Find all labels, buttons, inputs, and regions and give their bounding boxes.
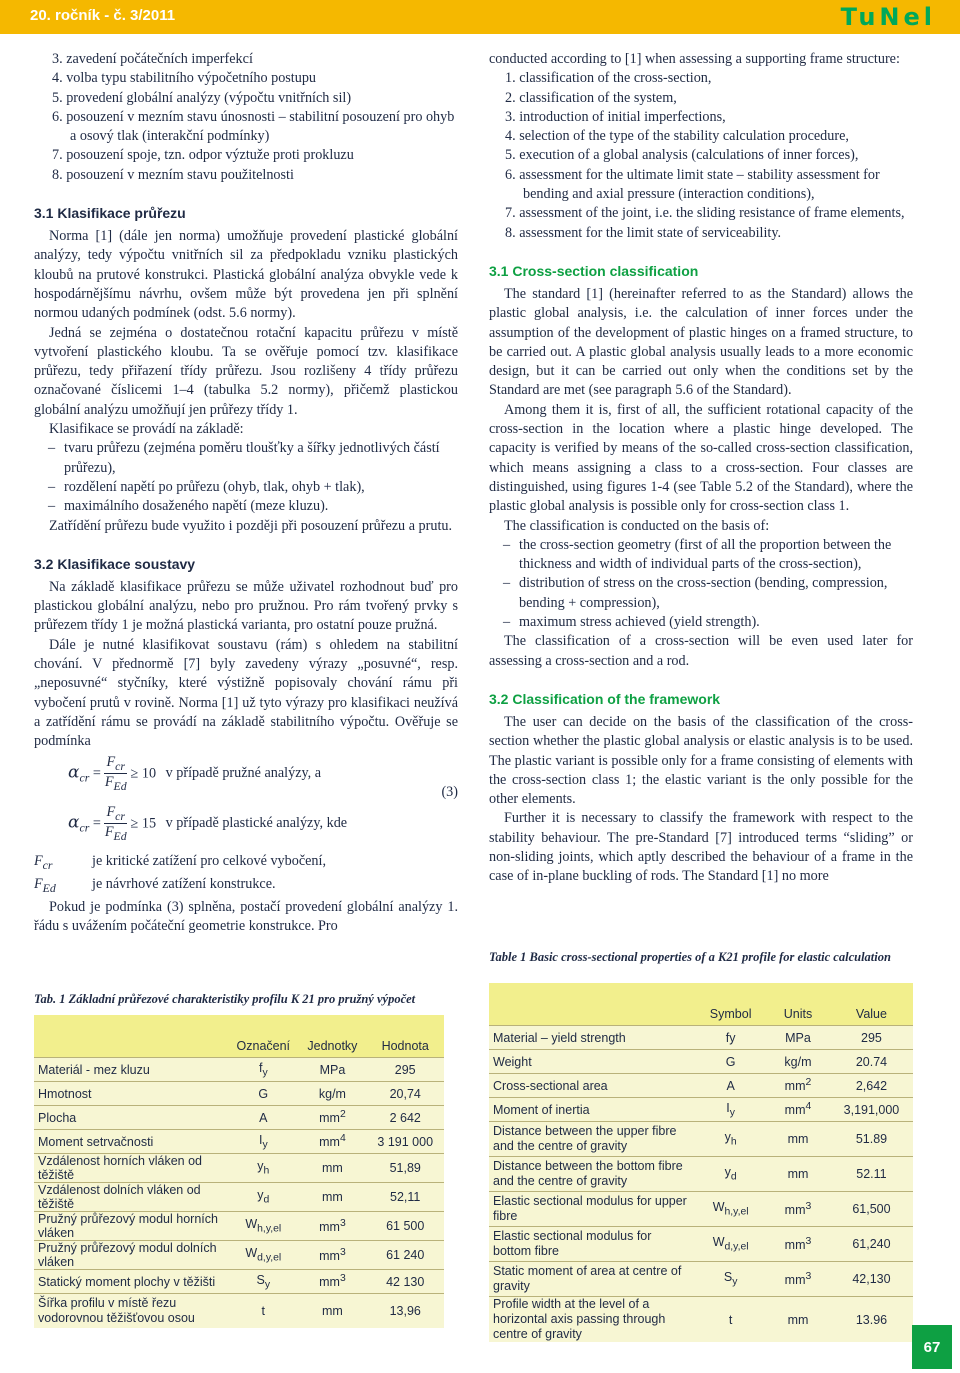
cell-symbol: $S_y$: [695, 1262, 766, 1297]
cell-symbol: $W_{h,y,el}$: [228, 1212, 298, 1241]
page-header-bar: [0, 0, 960, 34]
cell-symbol: $f_y$: [228, 1058, 298, 1082]
cell-unit: $mm^3$: [766, 1227, 830, 1262]
list-item: – maximálního dosaženého napětí (meze kluzu).: [34, 497, 458, 516]
cell-unit: $mm^3$: [298, 1241, 366, 1270]
cell-unit: mm: [766, 1157, 830, 1192]
column-header: Symbol: [695, 983, 766, 1026]
definition-row: $F_{Ed}$ je návrhové zatížení konstrukce.: [34, 875, 276, 895]
list-item: 4. volba typu stabilitního výpočetního postupu: [52, 70, 317, 87]
cell-unit: kg/m: [766, 1050, 830, 1074]
cell-name: Distance between the upper fibre and the centre of gravity: [489, 1122, 695, 1157]
cell-unit: $mm^2$: [766, 1074, 830, 1098]
cell-name: Profile width at the level of a horizontal axis passing through centre of gravity: [489, 1297, 695, 1343]
table-cz: [34, 1015, 444, 1328]
list-item: 6. assessment for the ultimate limit state – stability assessment for bending and axial pressure (interaction conditions),: [505, 166, 880, 203]
paragraph: Jedná se zejména o dostatečnou rotační kapacitu průřezu v místě vytvoření plastického kloubu. Ta se ověřuje pomocí tzv. klasifikace průřezu, tedy přiřazení třídy průřezu. Jsou rozlišeny 4 třídy průřezu označované číslicemi 1–4 (tabulka 5.2 normy), přičemž plastickou globální analýzu umožňují jen průřezy třídy 1.: [34, 324, 458, 418]
column-header: Value: [830, 983, 913, 1026]
cell-symbol: $I_y$: [695, 1098, 766, 1122]
list-item: 2. classification of the system,: [505, 89, 677, 106]
cell-name: Vzdálenost horních vláken od těžiště: [34, 1154, 228, 1183]
list-item: 5. execution of a global analysis (calculations of inner forces),: [505, 147, 859, 164]
cell-name: Cross-sectional area: [489, 1074, 695, 1098]
list-item: 8. assessment for the limit state of serviceability.: [505, 224, 782, 241]
table-row: [489, 1074, 913, 1098]
symbol-definitions: [34, 852, 458, 898]
cell-name: Šířka profilu v místě řezu vodorovnou těžišťovou osou: [34, 1294, 228, 1329]
formula-line-1: $\alpha_{cr}$ = $F_{cr}$ $F_{Ed}$ ≥ 10 v případě pružné analýzy, a: [68, 753, 322, 794]
cell-unit: $mm^3$: [766, 1192, 830, 1227]
cell-name: Material – yield strength: [489, 1026, 695, 1050]
paragraph: Pokud je podmínka (3) splněna, postačí provedení globální analýzy 1. řádu s uvážením počáteční geometrie konstrukce. Pro: [34, 898, 458, 935]
table-row: [34, 1241, 444, 1270]
list-item: – tvaru průřezu (zejména poměru tloušťky a šířky jednotlivých částí průřezu),: [34, 439, 458, 478]
equation-number: (3): [441, 783, 458, 800]
cell-name: Pružný průřezový modul horních vláken: [34, 1212, 228, 1241]
table-row: [34, 1106, 444, 1130]
table-row: [34, 1082, 444, 1106]
cell-unit: MPa: [298, 1058, 366, 1082]
cell-symbol: t: [228, 1294, 298, 1329]
cell-symbol: $y_h$: [228, 1154, 298, 1183]
list-item: – distribution of stress on the cross-section (bending, compression, bending + compression),: [489, 574, 913, 613]
table-row: [34, 1058, 444, 1082]
formula-3: [34, 752, 458, 852]
column-header: Označení: [228, 1015, 298, 1058]
paragraph: Na základě klasifikace průřezu se může uživatel rozhodnout buď pro plastickou globální analýzu, nebo pro pružnou. Pro rám tvořený prvky s průřezem třídy 1 je možná plastická varianta, pro ostatní pouze pružná.: [34, 578, 458, 634]
table-row: [34, 1212, 444, 1241]
cell-symbol: A: [228, 1106, 298, 1130]
paragraph: Zatřídění průřezu bude využito i později při posouzení průřezu a prutu.: [49, 517, 453, 534]
section-heading-3-1: 3.1 Klasifikace průřezu: [34, 205, 186, 222]
cell-unit: $mm^3$: [298, 1270, 366, 1294]
list-item: 7. assessment of the joint, i.e. the sliding resistance of frame elements,: [505, 205, 905, 222]
cell-name: Weight: [489, 1050, 695, 1074]
table-caption-en: Table 1 Basic cross-sectional properties of a K21 profile for elastic calculation: [489, 950, 891, 964]
cell-symbol: A: [695, 1074, 766, 1098]
paragraph: Dále je nutné klasifikovat soustavu (rám) s ohledem na stabilitní chování. V přednormě [7] byly zavedeny výrazy „posuvné“, resp. „neposuvné“ styčníky, které výstižně popisovaly chování rámu při vybočení prutů v rovině. Norma [1] už tyto výrazy pro klasifikaci neužívá a zatřídění rámu se provádí na základě stabilitního výpočtu. Ověřuje se podmínka: [34, 636, 458, 750]
cell-symbol: $y_h$: [695, 1122, 766, 1157]
issue-label: 20. ročník - č. 3/2011: [30, 7, 176, 24]
table-row: [489, 1122, 913, 1157]
cell-unit: $mm^4$: [298, 1130, 366, 1154]
formula-line-2: $\alpha_{cr}$ = $F_{cr}$ $F_{Ed}$ ≥ 15 v případě plastické analýzy, kde: [68, 803, 348, 844]
cell-unit: $mm^3$: [766, 1262, 830, 1297]
table-caption-cz: Tab. 1 Základní průřezové charakteristiky profilu K 21 pro pružný výpočet: [34, 992, 416, 1006]
cell-value: 52,11: [366, 1183, 444, 1212]
cell-symbol: $W_{h,y,el}$: [695, 1192, 766, 1227]
cell-name: Statický moment plochy v těžišti: [34, 1270, 228, 1294]
section-heading-3-2: 3.2 Klasifikace soustavy: [34, 555, 196, 572]
procedure-list-en: [489, 69, 913, 243]
list-item: 3. zavedení počátečních imperfekcí: [52, 51, 253, 67]
paragraph: Klasifikace se provádí na základě:: [49, 421, 244, 438]
section-heading-3-1-en: 3.1 Cross-section classification: [489, 262, 699, 279]
cell-symbol: $W_{d,y,el}$: [228, 1241, 298, 1270]
table-row: [489, 1157, 913, 1192]
cell-name: Materiál - mez kluzu: [34, 1058, 228, 1082]
cell-name: Distance between the bottom fibre and the centre of gravity: [489, 1157, 695, 1192]
table-row: [489, 1098, 913, 1122]
paragraph: The classification of a cross-section will be even used later for assessing a cross-section and a rod.: [489, 633, 913, 669]
cell-value: 295: [830, 1026, 913, 1050]
table-row: [489, 1227, 913, 1262]
cell-unit: $mm^2$: [298, 1106, 366, 1130]
cell-value: 2 642: [366, 1106, 444, 1130]
cell-value: 52.11: [830, 1157, 913, 1192]
list-item: 7. posouzení spoje, tzn. odpor výztuže proti prokluzu: [52, 147, 354, 164]
cell-name: Pružný průřezový modul dolních vláken: [34, 1241, 228, 1270]
cell-unit: $mm^4$: [766, 1098, 830, 1122]
cell-value: 13.96: [830, 1297, 913, 1343]
cell-symbol: G: [695, 1050, 766, 1074]
column-header: Hodnota: [366, 1015, 444, 1058]
column-header: Units: [766, 983, 830, 1026]
cell-value: 13,96: [366, 1294, 444, 1329]
cell-value: 61,240: [830, 1227, 913, 1262]
journal-logo: TuNel: [840, 3, 936, 31]
table-en: [489, 983, 913, 1342]
cell-value: 20.74: [830, 1050, 913, 1074]
paragraph: conducted according to [1] when assessing a supporting frame structure:: [489, 51, 900, 67]
cell-value: 20,74: [366, 1082, 444, 1106]
definition-row: $F_{cr}$ je kritické zatížení pro celkové vybočení,: [34, 852, 326, 872]
list-item: 6. posouzení v mezním stavu únosnosti – stabilitní posouzení pro ohyb a osový tlak (interakční podmínky): [52, 108, 455, 145]
table-en-block: [489, 950, 915, 1342]
cell-name: Hmotnost: [34, 1082, 228, 1106]
list-item: – rozdělení napětí po průřezu (ohyb, tlak, ohyb + tlak),: [34, 478, 458, 497]
english-column: [489, 50, 913, 887]
section-heading-3-2-en: 3.2 Classification of the framework: [489, 690, 721, 707]
table-row: [489, 1262, 913, 1297]
table-row: [489, 1050, 913, 1074]
table-row: [34, 1154, 444, 1183]
table-cz-block: [34, 992, 460, 1328]
table-row: [34, 1294, 444, 1329]
cell-symbol: $S_y$: [228, 1270, 298, 1294]
table-row: [34, 1270, 444, 1294]
cell-symbol: $y_d$: [695, 1157, 766, 1192]
cell-unit: mm: [298, 1154, 366, 1183]
cell-value: 61 240: [366, 1241, 444, 1270]
table-row: [489, 1026, 913, 1050]
cell-value: 51,89: [366, 1154, 444, 1183]
list-item: 5. provedení globální analýzy (výpočtu vnitřních sil): [52, 89, 352, 106]
cell-unit: kg/m: [298, 1082, 366, 1106]
paragraph: The user can decide on the basis of the classification of the cross-section whether the plastic global analysis or elastic analysis is to be used. The plastic variant is possible only for a frame consisting of elements with the cross-section class 1; the elastic variant is the only possible for the other elements.: [489, 713, 913, 808]
cell-name: Moment setrvačnosti: [34, 1130, 228, 1154]
cell-value: 42,130: [830, 1262, 913, 1297]
cell-value: 51.89: [830, 1122, 913, 1157]
table-row: [489, 1192, 913, 1227]
cell-name: Vzdálenost dolních vláken od těžiště: [34, 1183, 228, 1212]
cell-value: 3 191 000: [366, 1130, 444, 1154]
cell-unit: mm: [766, 1122, 830, 1157]
cell-symbol: $W_{d,y,el}$: [695, 1227, 766, 1262]
list-item: 1. classification of the cross-section,: [505, 70, 712, 87]
cell-symbol: t: [695, 1297, 766, 1343]
cell-unit: mm: [766, 1297, 830, 1343]
cell-name: Static moment of area at centre of gravity: [489, 1262, 695, 1297]
paragraph: The standard [1] (hereinafter referred to as the Standard) allows the plastic global analysis, i.e. the calculation of inner forces under the assumption of the development of plastic hinges on a framed structure, to be carried out. A plastic global analysis usually leads to a more economic design, but it can be carried out only when the conditions set by the Standard are met (see paragraph 5.6 of the Standard).: [489, 285, 913, 399]
cell-symbol: G: [228, 1082, 298, 1106]
paragraph: The classification is conducted on the basis of:: [504, 517, 770, 534]
cell-value: 295: [366, 1058, 444, 1082]
cell-name: Plocha: [34, 1106, 228, 1130]
cell-symbol: $I_y$: [228, 1130, 298, 1154]
cell-value: 42 130: [366, 1270, 444, 1294]
cell-value: 61 500: [366, 1212, 444, 1241]
cell-unit: mm: [298, 1183, 366, 1212]
cell-value: 61,500: [830, 1192, 913, 1227]
list-item: – the cross-section geometry (first of all the proportion between the thickness and width of individual parts of the cross-section),: [489, 536, 913, 575]
cell-unit: MPa: [766, 1026, 830, 1050]
table-row: [34, 1130, 444, 1154]
cell-symbol: fy: [695, 1026, 766, 1050]
dash-list-cz: [34, 439, 458, 516]
cell-unit: $mm^3$: [298, 1212, 366, 1241]
cell-name: Elastic sectional modulus for bottom fibre: [489, 1227, 695, 1262]
paragraph: Norma [1] (dále jen norma) umožňuje provedení plastické globální analýzy, tedy výpočtu vnitřních sil za předpokladu vzniku plastických kloubů na prutové konstrukci. Plastická globální analýza obvykle vede k hospodárnějšímu návrhu, ovšem může být provedena jen při splnění normou udaných podmínek (odst. 5.6 normy).: [34, 228, 458, 322]
cell-unit: mm: [298, 1294, 366, 1329]
paragraph: Further it is necessary to classify the framework with respect to the stability behaviour. The pre-Standard [7] introduced terms “sliding” or non-sliding joints, which aptly described the behaviour of a frame in the case of in-plane buckling of rods. The Standard [1] no more: [489, 810, 913, 885]
cell-symbol: $y_d$: [228, 1183, 298, 1212]
dash-list-en: [489, 536, 913, 632]
cell-value: 3,191,000: [830, 1098, 913, 1122]
paragraph: Among them it is, first of all, the sufficient rotational capacity of the cross-section in the location where a plastic hinge developed. The capacity is verified by means of the so-called cross-section classification, which means assigning a class to a cross-section. Four classes are distinguished, using figures 1-4 (see Table 5.2 of the Standard), where the plastic global analysis is possible only for cross-section class 1.: [489, 401, 913, 515]
list-item: 8. posouzení v mezním stavu použitelnosti: [52, 166, 294, 183]
cell-value: 2,642: [830, 1074, 913, 1098]
cell-name: Elastic sectional modulus for upper fibre: [489, 1192, 695, 1227]
czech-column: [34, 50, 458, 936]
column-header: Jednotky: [298, 1015, 366, 1058]
table-row: [489, 1297, 913, 1343]
list-item: 4. selection of the type of the stability calculation procedure,: [505, 128, 849, 145]
list-item: 3. introduction of initial imperfections,: [505, 108, 726, 125]
table-row: [34, 1183, 444, 1212]
page-number: 67: [912, 1325, 952, 1369]
cell-name: Moment of inertia: [489, 1098, 695, 1122]
procedure-list-cz: [34, 50, 458, 185]
list-item: – maximum stress achieved (yield strength).: [489, 613, 913, 632]
